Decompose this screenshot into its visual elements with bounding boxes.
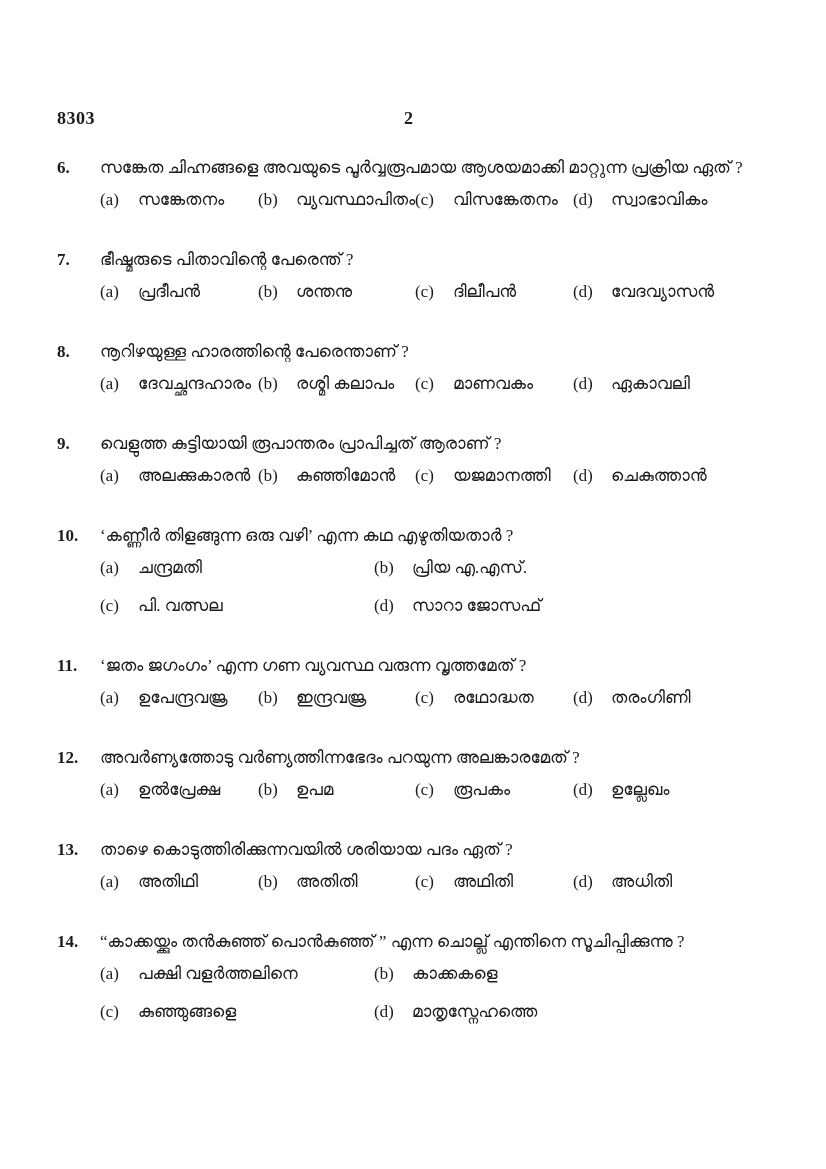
question-number: 7. xyxy=(57,250,70,269)
option-label: (a) xyxy=(100,466,119,485)
page-number: 2 xyxy=(404,108,413,128)
options-row xyxy=(100,187,746,212)
option-label: (d) xyxy=(573,780,593,799)
page-header xyxy=(0,0,826,134)
option-text: ശന്തനു xyxy=(296,282,353,301)
option-label: (c) xyxy=(415,780,434,799)
option-text: പ്രിയ എ.എസ്. xyxy=(412,558,528,577)
question-10 xyxy=(57,523,746,618)
option-text: സ്വാഭാവികം xyxy=(611,190,708,209)
option-c xyxy=(415,187,573,212)
option-text: ഉപേന്ദ്രവജ്ര xyxy=(138,688,228,707)
option-b xyxy=(258,777,415,802)
option-d xyxy=(573,279,746,304)
question-number: 6. xyxy=(57,158,70,177)
option-label: (d) xyxy=(573,466,593,485)
question-number: 8. xyxy=(57,342,70,361)
option-c xyxy=(100,593,374,618)
paper-code: 8303 xyxy=(57,108,95,128)
option-text: സങ്കേതനം xyxy=(138,190,225,209)
option-label: (d) xyxy=(573,688,593,707)
question-body xyxy=(100,339,746,396)
option-text: രഥോദ്ധത xyxy=(453,688,534,707)
options-row xyxy=(100,777,746,802)
option-label: (a) xyxy=(100,688,119,707)
option-b xyxy=(258,279,415,304)
option-text: യജമാനത്തി xyxy=(453,466,551,485)
option-label: (c) xyxy=(415,466,434,485)
option-text: പി. വത്സല xyxy=(138,596,223,615)
option-label: (d) xyxy=(573,374,593,393)
option-text: അതിഥി xyxy=(138,872,199,891)
option-text: വേദവ്യാസൻ xyxy=(611,282,715,301)
option-text: രൂപകം xyxy=(453,780,511,799)
option-label: (d) xyxy=(573,282,593,301)
option-label: (d) xyxy=(573,872,593,891)
option-text: മാതൃസ്നേഹത്തെ xyxy=(412,1002,538,1021)
option-label: (b) xyxy=(258,466,278,485)
question-8 xyxy=(57,339,746,396)
option-d xyxy=(573,685,746,710)
option-label: (c) xyxy=(100,1002,119,1021)
option-d xyxy=(573,371,746,396)
option-text: ഇന്ദ്രവജ്ര xyxy=(296,688,367,707)
option-label: (b) xyxy=(258,190,278,209)
question-number: 12. xyxy=(57,748,79,767)
question-text: ‘കണ്ണീർ തിളങ്ങുന്ന ഒരു വഴി’ എന്ന കഥ എഴുതിയതാർ ? xyxy=(100,526,514,545)
option-text: പ്രദീപൻ xyxy=(138,282,201,301)
option-text: അതിതി xyxy=(296,872,358,891)
option-text: അധിതി xyxy=(611,872,673,891)
question-number: 11. xyxy=(57,656,78,675)
option-b xyxy=(258,187,415,212)
question-text: ഭീഷ്മരുടെ പിതാവിന്റെ പേരെന്ത് ? xyxy=(100,250,354,269)
option-label: (b) xyxy=(258,780,278,799)
question-body xyxy=(100,837,746,894)
question-body xyxy=(100,745,746,802)
option-text: പക്ഷി വളർത്തലിനെ xyxy=(138,964,298,983)
option-text: തരംഗിണി xyxy=(611,688,691,707)
option-text: കുഞ്ഞിമോൻ xyxy=(296,466,396,485)
option-a xyxy=(100,961,374,986)
option-b xyxy=(374,961,746,986)
option-a xyxy=(100,463,258,488)
option-b xyxy=(258,463,415,488)
question-11 xyxy=(57,653,746,710)
option-b xyxy=(258,371,415,396)
option-c xyxy=(100,999,374,1024)
option-a xyxy=(100,869,258,894)
option-label: (a) xyxy=(100,282,119,301)
option-b xyxy=(374,555,746,580)
option-label: (c) xyxy=(415,688,434,707)
option-a xyxy=(100,555,374,580)
question-text: സങ്കേത ചിഹ്നങ്ങളെ അവയുടെ പൂർവ്വരൂപമായ ആശയമാക്കി മാറ്റുന്ന പ്രക്രിയ ഏത് ? xyxy=(100,158,743,177)
question-text: വെളുത്ത കുട്ടിയായി രൂപാന്തരം പ്രാപിച്ചത് ആരാണ് ? xyxy=(100,434,502,453)
option-label: (a) xyxy=(100,872,119,891)
option-label: (d) xyxy=(374,1002,394,1021)
option-label: (b) xyxy=(374,964,394,983)
option-d xyxy=(573,777,746,802)
option-text: അഥിതി xyxy=(453,872,514,891)
option-label: (b) xyxy=(258,872,278,891)
question-body xyxy=(100,431,746,488)
options-row xyxy=(100,869,746,894)
question-body xyxy=(100,247,746,304)
option-label: (a) xyxy=(100,558,119,577)
question-body xyxy=(100,523,746,618)
option-text: ചെകുത്താൻ xyxy=(611,466,707,485)
question-text: “കാക്കയ്ക്കും തൻകുഞ്ഞ് പൊൻകുഞ്ഞ് ” എന്ന ചൊല്ല് എന്തിനെ സൂചിപ്പിക്കുന്നു ? xyxy=(100,932,685,951)
option-label: (b) xyxy=(258,688,278,707)
option-b xyxy=(258,685,415,710)
question-text: താഴെ കൊടുത്തിരിക്കുന്നവയിൽ ശരിയായ പദം ഏത് ? xyxy=(100,840,513,859)
option-text: ചന്ദ്രമതി xyxy=(138,558,202,577)
options-row xyxy=(100,371,746,396)
option-text: കുഞ്ഞുങ്ങളെ xyxy=(138,1002,237,1021)
option-c xyxy=(415,869,573,894)
option-c xyxy=(415,279,573,304)
option-text: രശ്മി കലാപം xyxy=(296,374,395,393)
option-label: (d) xyxy=(573,190,593,209)
options-row xyxy=(100,555,746,618)
option-d xyxy=(374,999,746,1024)
option-text: വിസങ്കേതനം xyxy=(453,190,558,209)
option-a xyxy=(100,685,258,710)
option-label: (b) xyxy=(258,374,278,393)
option-label: (a) xyxy=(100,964,119,983)
option-label: (c) xyxy=(415,190,434,209)
option-text: ഉൽപ്രേക്ഷ xyxy=(138,780,221,799)
option-label: (a) xyxy=(100,780,119,799)
question-6 xyxy=(57,155,746,212)
question-9 xyxy=(57,431,746,488)
options-row xyxy=(100,279,746,304)
option-d xyxy=(573,187,746,212)
question-14 xyxy=(57,929,746,1024)
option-c xyxy=(415,685,573,710)
option-text: ദേവച്ഛന്ദഹാരം xyxy=(138,374,252,393)
question-text: അവർണ്യത്തോടു വർണ്യത്തിന്നഭേദം പറയുന്ന അലങ്കാരമേത് ? xyxy=(100,748,580,767)
option-b xyxy=(258,869,415,894)
option-d xyxy=(573,869,746,894)
questions-list xyxy=(0,155,826,1024)
question-number: 10. xyxy=(57,526,79,545)
option-label: (a) xyxy=(100,374,119,393)
option-label: (c) xyxy=(100,596,119,615)
question-body xyxy=(100,155,746,212)
question-text: നൂറിഴയുള്ള ഹാരത്തിന്റെ പേരെന്താണ് ? xyxy=(100,342,409,361)
option-d xyxy=(573,463,746,488)
option-a xyxy=(100,371,258,396)
option-text: ഉപമ xyxy=(296,780,334,799)
question-12 xyxy=(57,745,746,802)
option-label: (b) xyxy=(258,282,278,301)
question-13 xyxy=(57,837,746,894)
option-label: (d) xyxy=(374,596,394,615)
option-a xyxy=(100,777,258,802)
option-label: (b) xyxy=(374,558,394,577)
question-number: 9. xyxy=(57,434,70,453)
option-c xyxy=(415,463,573,488)
option-a xyxy=(100,279,258,304)
option-text: കാക്കകളെ xyxy=(412,964,498,983)
options-row xyxy=(100,961,746,1024)
option-label: (a) xyxy=(100,190,119,209)
option-a xyxy=(100,187,258,212)
option-label: (c) xyxy=(415,872,434,891)
option-text: സാറാ ജോസഫ് xyxy=(412,596,542,615)
question-body xyxy=(100,929,746,1024)
option-text: ഏകാവലി xyxy=(611,374,690,393)
option-c xyxy=(415,371,573,396)
option-label: (c) xyxy=(415,282,434,301)
question-7 xyxy=(57,247,746,304)
option-text: വ്യവസ്ഥാപിതം xyxy=(296,190,416,209)
option-label: (c) xyxy=(415,374,434,393)
question-number: 14. xyxy=(57,932,79,951)
question-body xyxy=(100,653,746,710)
options-row xyxy=(100,685,746,710)
option-c xyxy=(415,777,573,802)
option-d xyxy=(374,593,746,618)
option-text: ഉല്ലേഖം xyxy=(611,780,670,799)
option-text: ദിലീപൻ xyxy=(453,282,517,301)
option-text: മാണവകം xyxy=(453,374,534,393)
question-text: ‘ജതം ജഗംഗം’ എന്ന ഗണ വ്യവസ്ഥ വരുന്ന വൃത്തമേത് ? xyxy=(100,656,527,675)
options-row xyxy=(100,463,746,488)
option-text: അലക്കുകാരൻ xyxy=(138,466,251,485)
question-number: 13. xyxy=(57,840,79,859)
